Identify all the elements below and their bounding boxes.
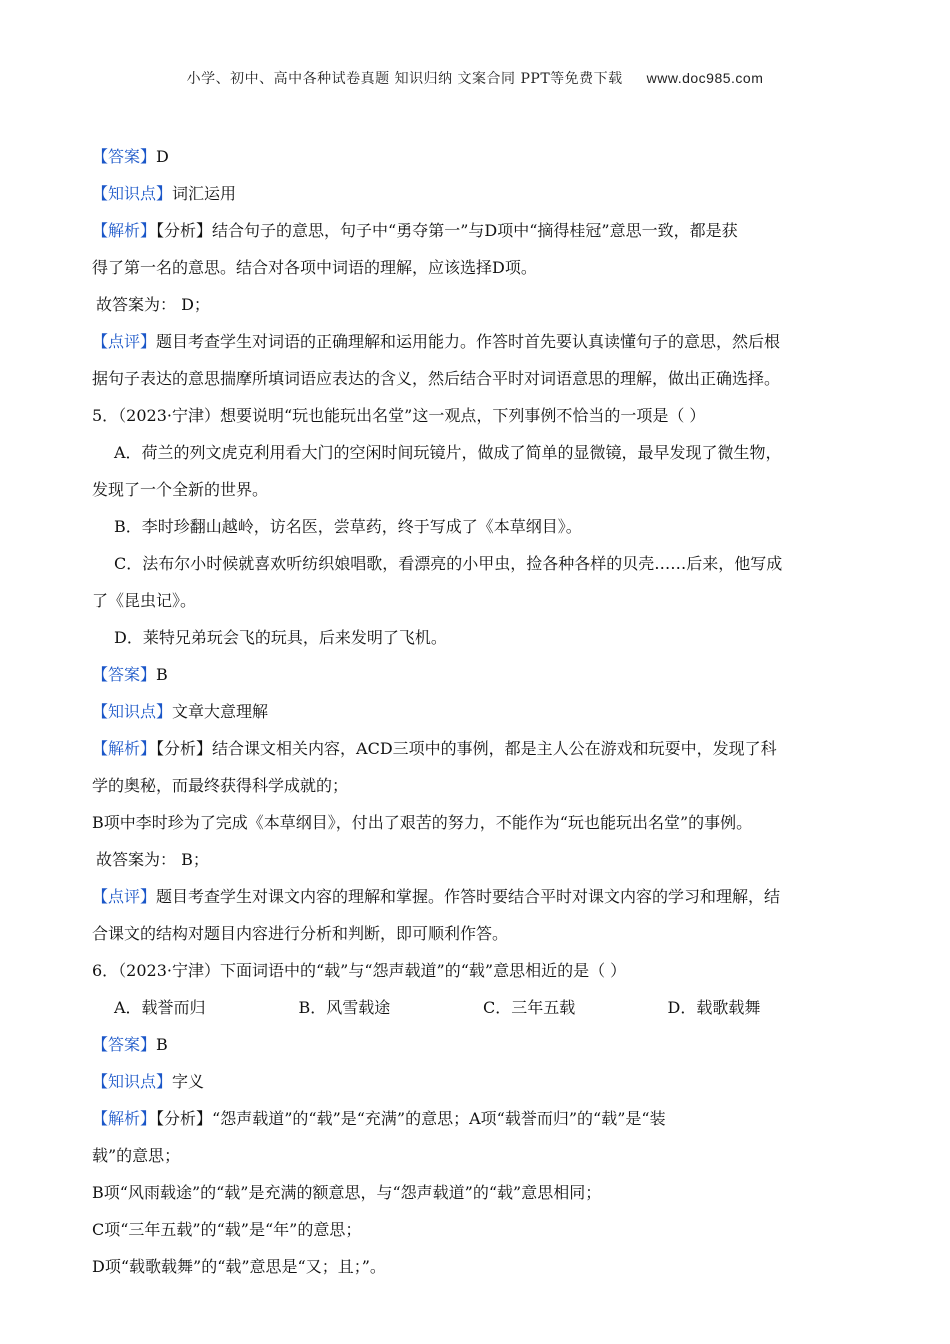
q5-stem: 5．（2023·宁津）想要说明“玩也能玩出名堂”这一观点，下列事例不恰当的一项是（ ） xyxy=(92,406,706,425)
document-body xyxy=(92,138,852,1285)
page-header xyxy=(0,68,950,88)
q5-option-c: C．法布尔小时候就喜欢听纺织娘唱歌，看漂亮的小甲虫，捡各种各样的贝壳……后来，他写成 xyxy=(114,554,783,573)
q6-stem: 6．（2023·宁津）下面词语中的“载”与“怨声载道”的“载”意思相近的是（ ） xyxy=(92,961,627,980)
q5-option-b: B．李时珍翻山越岭，访名医，尝草药，终于写成了《本草纲目》。 xyxy=(114,517,582,536)
q4-answer: 【答案】D xyxy=(92,147,169,166)
q4-knowledge: 【知识点】词汇运用 xyxy=(92,184,237,203)
q6-option-d: D．载歌载舞 xyxy=(667,998,761,1017)
q4-comment-cont: 据句子表达的意思揣摩所填词语应表达的含义，然后结合平时对词语意思的理解，做出正确选择。 xyxy=(92,369,781,388)
q6-analysis-c: C项“三年五载”的“载”是“年”的意思； xyxy=(92,1220,362,1239)
header-text: 小学、初中、高中各种试卷真题 知识归纳 文案合同 PPT等免费下载 xyxy=(186,71,623,87)
q6-analysis-b: B项“风雨载途”的“载”是充满的额意思，与“怨声载道”的“载”意思相同； xyxy=(92,1183,602,1202)
q5-option-a: A．荷兰的列文虎克利用看大门的空闲时间玩镜片，做成了简单的显微镜，最早发现了微生物， xyxy=(114,443,782,462)
q6-analysis: 【解析】【分析】“怨声载道”的“载”是“充满”的意思；A项“载誉而归”的“载”是“装 xyxy=(92,1109,666,1128)
q6-options xyxy=(92,989,852,1026)
q4-comment: 【点评】题目考查学生对词语的正确理解和运用能力。作答时首先要认真读懂句子的意思，然后根 xyxy=(92,332,781,351)
q4-conclusion: 故答案为： D； xyxy=(96,295,210,314)
q5-analysis-cont: 学的奥秘，而最终获得科学成就的； xyxy=(92,776,349,795)
q5-option-d: D．莱特兄弟玩会飞的玩具，后来发明了飞机。 xyxy=(114,628,447,647)
q5-answer: 【答案】B xyxy=(92,665,168,684)
q5-analysis-b: B项中李时珍为了完成《本草纲目》，付出了艰苦的努力，不能作为“玩也能玩出名堂”的事例。 xyxy=(92,813,753,832)
q4-analysis-cont: 得了第一名的意思。结合对各项中词语的理解，应该选择D项。 xyxy=(92,258,537,277)
q6-analysis-d: D项“载歌载舞”的“载”意思是“又；且；”。 xyxy=(92,1257,386,1276)
q6-option-c: C．三年五载 xyxy=(483,998,576,1017)
q6-analysis-cont: 载”的意思； xyxy=(92,1146,181,1165)
q6-option-a: A．载誉而归 xyxy=(114,998,206,1017)
q4-analysis: 【解析】【分析】结合句子的意思，句子中“勇夺第一”与D项中“摘得桂冠”意思一致，都是获 xyxy=(92,221,738,240)
q5-analysis: 【解析】【分析】结合课文相关内容，ACD三项中的事例，都是主人公在游戏和玩耍中，发现了科 xyxy=(92,739,777,758)
q6-option-b: B．风雪载途 xyxy=(298,998,391,1017)
q6-answer: 【答案】B xyxy=(92,1035,168,1054)
q5-option-a-cont: 发现了一个全新的世界。 xyxy=(92,480,269,499)
header-site[interactable]: www.doc985.com xyxy=(646,70,764,86)
q5-comment: 【点评】题目考查学生对课文内容的理解和掌握。作答时要结合平时对课文内容的学习和理解，结 xyxy=(92,887,781,906)
q5-comment-cont: 合课文的结构对题目内容进行分析和判断，即可顺利作答。 xyxy=(92,924,509,943)
q5-knowledge: 【知识点】文章大意理解 xyxy=(92,702,269,721)
q6-knowledge: 【知识点】字义 xyxy=(92,1072,205,1091)
q5-option-c-cont: 了《昆虫记》。 xyxy=(92,591,197,610)
q5-conclusion: 故答案为： B； xyxy=(96,850,209,869)
